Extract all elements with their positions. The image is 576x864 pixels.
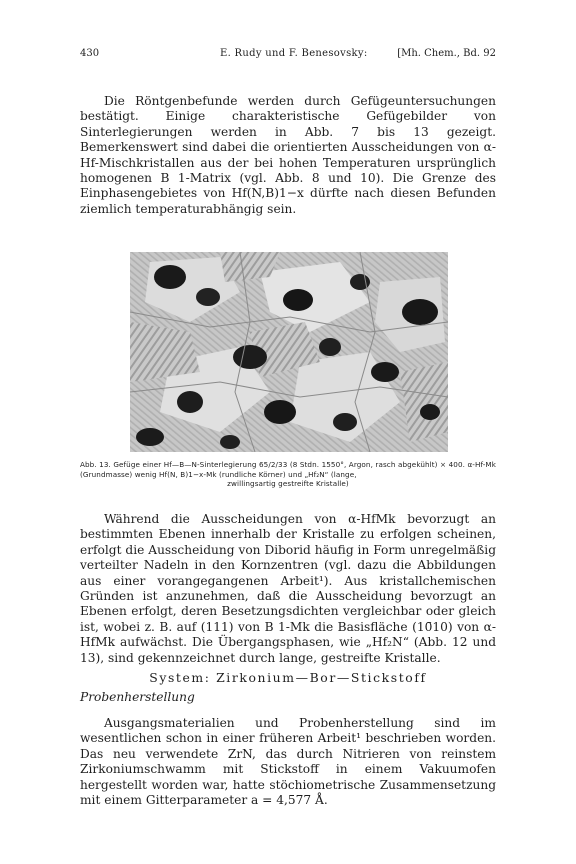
subsection-title: Probenherstellung — [80, 690, 195, 704]
paragraph-precipitation: Während die Ausscheidungen von α-HfMk bevorzugt an bestimmten Ebenen innerhalb der Kristalle zu erfolgen scheinen, erfolgt die Ausscheidung von Diborid häufig in Form unregelmäßig verteilter Nadeln in den Kornzentren (vgl. dazu die Abbildungen aus einer vorangegangenen Arbeit¹). Aus kristallchemischen Gründen ist anzunehmen, daß die Ausscheidung bevorzugt an Ebenen erfolgt, deren Besetzungsdichten vergleichbar oder gleich ist, wobei z. B. auf (111) von B 1-Mk die Basisfläche (10̄10) von α-HfMk aufwächst. Die Übergangsphasen, wie „Hf₂N“ (Abb. 12 und 13), sind gekennzeichnet durch lange, gestreifte Kristalle. — [80, 512, 496, 665]
figure-caption-last-line: zwillingsartig gestreifte Kristalle) — [227, 479, 349, 489]
figure-caption-text: Abb. 13. Gefüge einer Hf—B—N-Sinterlegierung 65/2/33 (8 Stdn. 1550°, Argon, rasch abgekühlt) × 400. α-Hf-Mk (Grundmasse) wenig Hf(N, B)1−x-Mk (rundliche Körner) und „Hf₂N“ (lange, — [80, 460, 496, 479]
header-journal: [Mh. Chem., Bd. 92 — [397, 48, 496, 59]
header-authors: E. Rudy und F. Benesovsky: — [220, 48, 368, 59]
page-number: 430 — [80, 48, 100, 59]
section-title: System: Zirkonium—Bor—Stickstoff — [149, 670, 427, 685]
paragraph-materials: Ausgangsmaterialien und Probenherstellung sind im wesentlichen schon in einer früheren Arbeit¹ beschrieben worden. Das neu verwendete ZrN, das durch Nitrieren von reinstem Zirkoniumschwamm mit Stickstoff in einem Vakuumofen hergestellt worden war, hatte stöchiometrische Zusammensetzung mit einem Gitterparameter a = 4,577 Å. — [80, 716, 496, 808]
micrograph-image — [130, 252, 448, 452]
paragraph-intro: Die Röntgenbefunde werden durch Gefügeuntersuchungen bestätigt. Einige charakteristische Gefügebilder von Sinterlegierungen werden in Abb. 7 bis 13 gezeigt. Bemerkenswert sind dabei die orientierten Ausscheidungen von α-Hf-Mischkristallen aus der bei hohen Temperaturen ursprünglich homogenen B 1-Matrix (vgl. Abb. 8 und 10). Die Grenze des Einphasengebietes von Hf(N,B)1−x dürfte nach diesen Befunden ziemlich temperaturabhängig sein. — [80, 94, 496, 216]
micrograph-figure — [130, 252, 448, 452]
figure-caption — [80, 460, 496, 489]
